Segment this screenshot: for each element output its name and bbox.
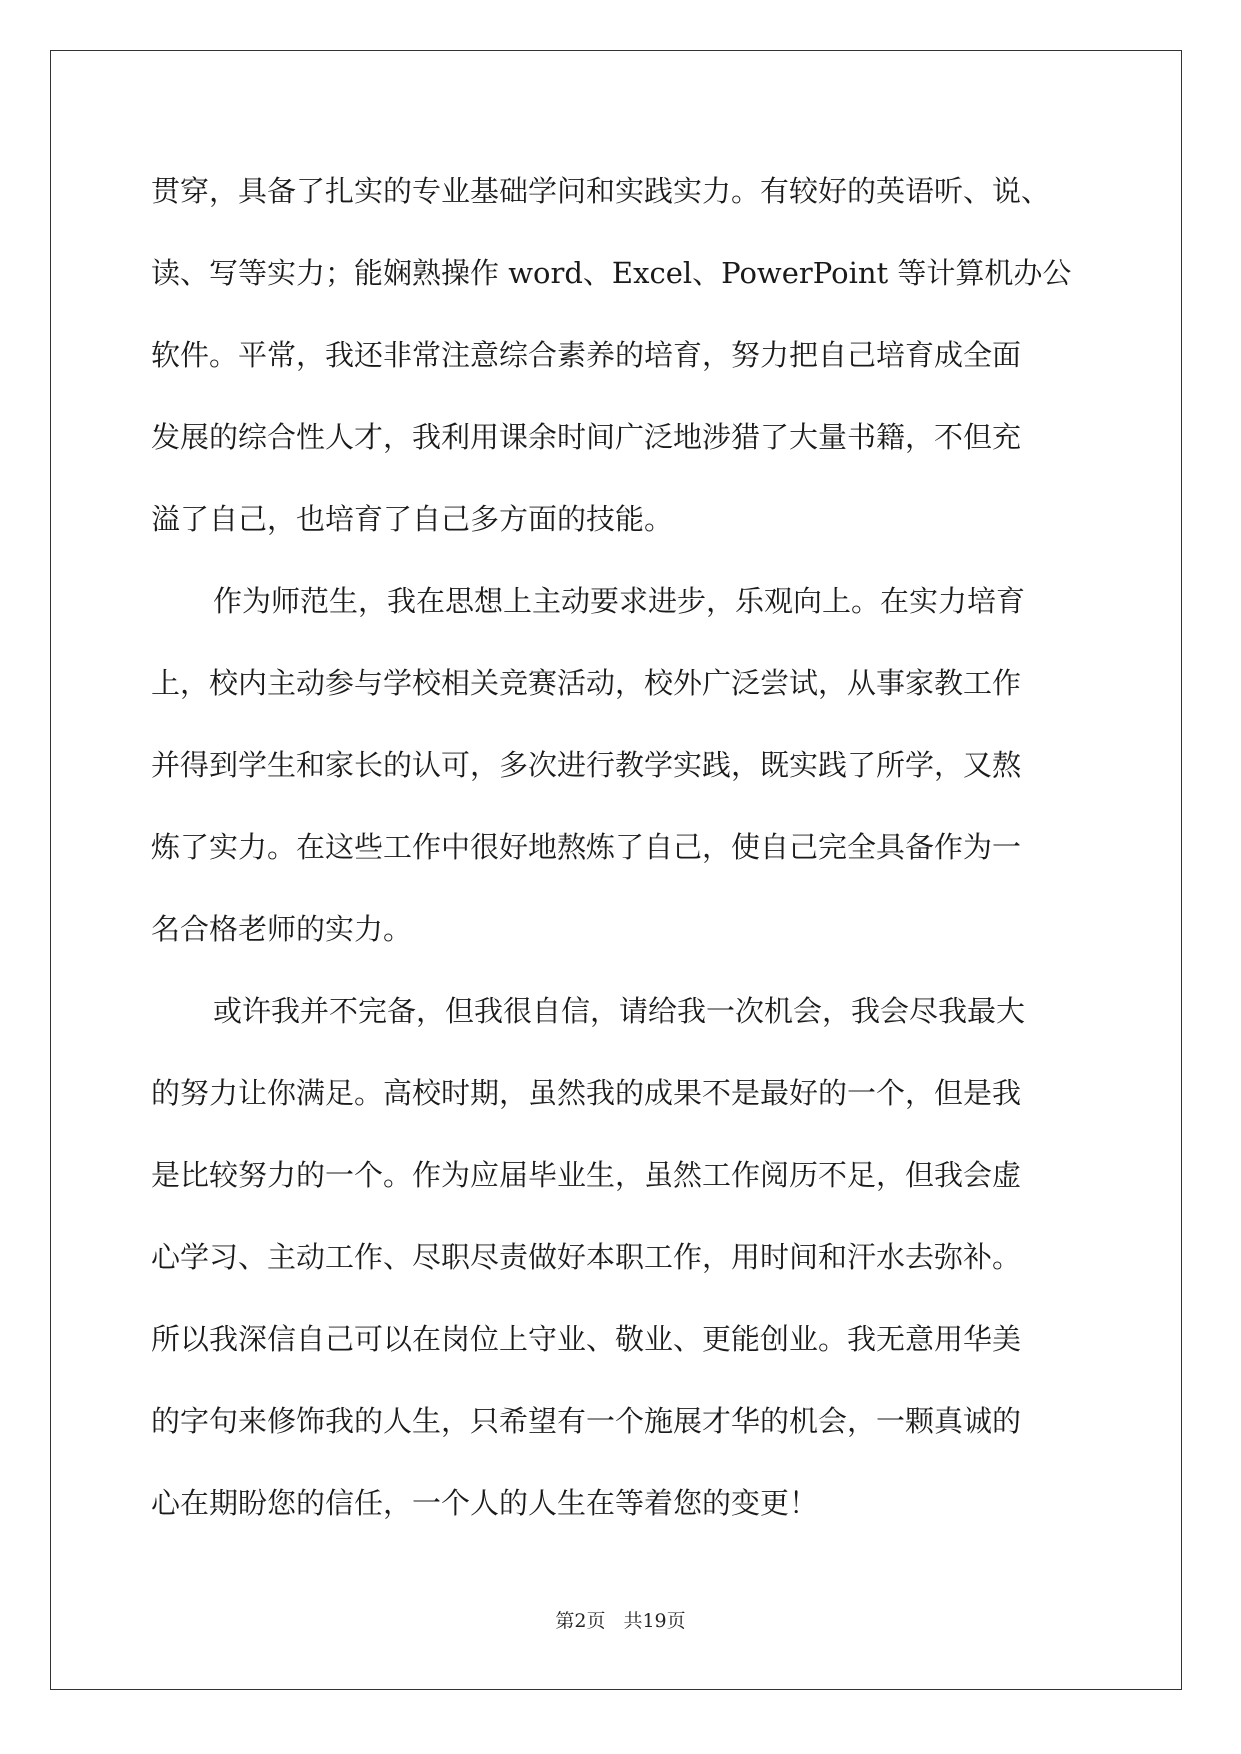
text-line-3: 软件。平常，我还非常注意综合素养的培育，努力把自己培育成全面 [151, 338, 1022, 372]
text-line-1: 贯穿，具备了扎实的专业基础学问和实践实力。有较好的英语听、说、 [151, 174, 1051, 208]
page-number: 第2页 [555, 1610, 606, 1632]
text-line-12: 的努力让你满足。高校时期，虽然我的成果不是最好的一个，但是我 [151, 1076, 1022, 1110]
page-total: 共19页 [623, 1610, 686, 1632]
page-footer [0, 1606, 1241, 1633]
text-line-14: 心学习、主动工作、尽职尽责做好本职工作，用时间和汗水去弥补。 [151, 1240, 1022, 1274]
text-line-5: 溢了自己，也培育了自己多方面的技能。 [151, 502, 674, 536]
text-line-6: 作为师范生，我在思想上主动要求进步，乐观向上。在实力培育 [213, 584, 1026, 618]
text-line-16: 的字句来修饰我的人生，只希望有一个施展才华的机会，一颗真诚的 [151, 1404, 1022, 1438]
text-line-7: 上，校内主动参与学校相关竞赛活动，校外广泛尝试，从事家教工作 [151, 666, 1022, 700]
text-line-9: 炼了实力。在这些工作中很好地熬炼了自己，使自己完全具备作为一 [151, 830, 1022, 864]
text-line-4: 发展的综合性人才，我利用课余时间广泛地涉猎了大量书籍，不但充 [151, 420, 1022, 454]
document-body [151, 150, 1091, 1544]
text-line-13: 是比较努力的一个。作为应届毕业生，虽然工作阅历不足，但我会虚 [151, 1158, 1022, 1192]
text-line-8: 并得到学生和家长的认可，多次进行教学实践，既实践了所学，又熬 [151, 748, 1022, 782]
text-line-10: 名合格老师的实力。 [151, 912, 413, 946]
text-line-2: 读、写等实力；能娴熟操作 word、Excel、PowerPoint 等计算机办公 [151, 256, 1072, 290]
text-line-11: 或许我并不完备，但我很自信，请给我一次机会，我会尽我最大 [213, 994, 1026, 1028]
text-line-17: 心在期盼您的信任，一个人的人生在等着您的变更！ [151, 1486, 819, 1520]
text-line-15: 所以我深信自己可以在岗位上守业、敬业、更能创业。我无意用华美 [151, 1322, 1022, 1356]
